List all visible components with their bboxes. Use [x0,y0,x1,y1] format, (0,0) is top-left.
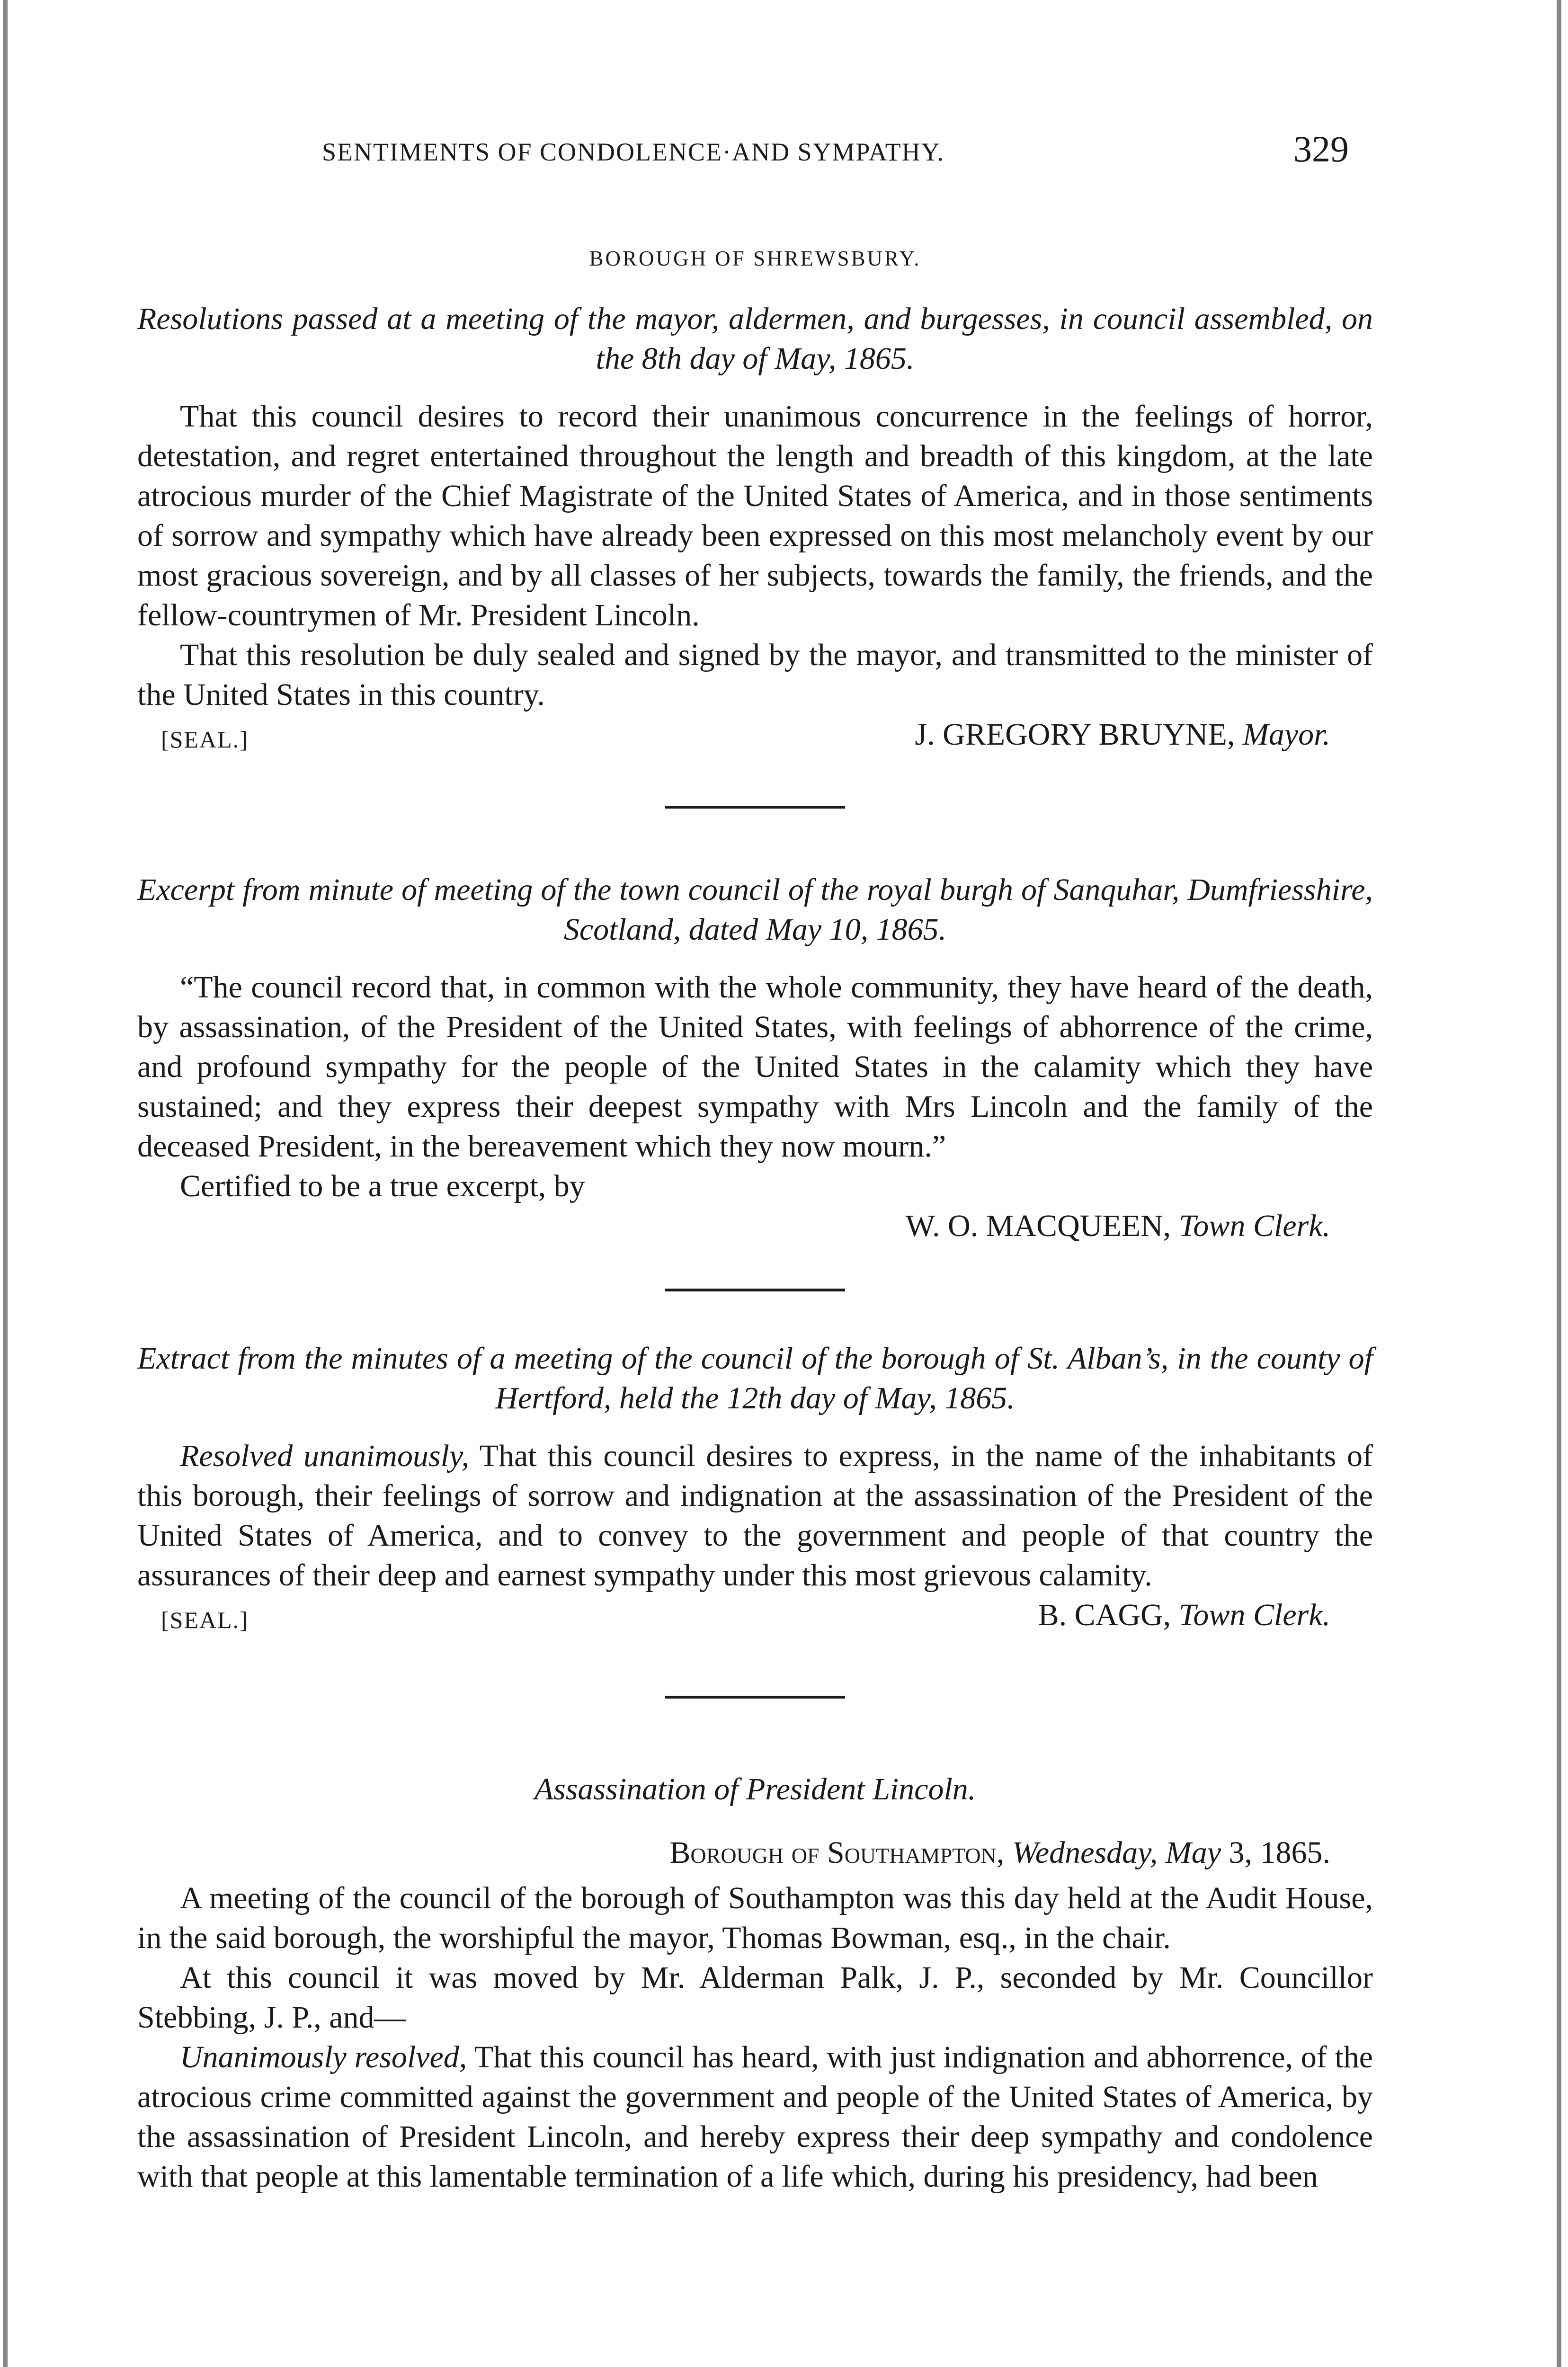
paragraph: A meeting of the council of the borough of Southampton was this day held at the Audit House, in the said borough, the worshipful the mayor, Thomas Bowman, esq., in the chair. [137,1881,1373,1955]
section-title: Resolutions passed at a meeting of the mayor, aldermen, and burgesses, in council assembled, on the 8th day of May, 1865. [137,302,1373,376]
section-southampton [137,1770,1373,2197]
signature-row [137,1595,1373,1639]
section-heading: BOROUGH OF SHREWSBURY. [589,247,921,270]
seal-mark: [SEAL.] [161,1607,249,1633]
paragraph-text: That this council desires to express, in the name of the inhabitants of this borough, their feelings of sorrow and indignation at the assassination of the President of the United States of America, and to convey to the government and people of that country the assurances of their deep and earnest sympathy under this most grievous calamity. [137,1439,1373,1593]
paragraph: That this resolution be duly sealed and signed by the mayor, and transmitted to the minister of the United States in this country. [137,638,1373,712]
paragraph: That this council desires to record their unanimous concurrence in the feelings of horror, detestation, and regret entertained throughout the length and breadth of this kingdom, at the late atrocious murder of the Chief Magistrate of the United States of America, and in those sentiments of sorrow and sympathy which have already been expressed on this most melancholy event by our most gracious sovereign, and by all classes of her subjects, towards the family, the friends, and the fellow-countrymen of Mr. President Lincoln. [137,399,1373,632]
section-sanquhar [137,870,1373,1246]
certification-line: Certified to be a true excerpt, by [180,1169,585,1203]
section-st-albans [137,1339,1373,1639]
page-edge-left [3,0,8,2367]
running-title: SENTIMENTS OF CONDOLENCE·AND SYMPATHY. [322,138,945,166]
page-number: 329 [1293,128,1349,169]
signature-title: Town Clerk. [1178,1598,1330,1632]
section-title: Assassination of President Lincoln. [534,1772,976,1806]
resolved-label: Unanimously resolved, [180,2040,467,2074]
paragraph [137,2038,1373,2197]
dateline [137,1833,1373,1873]
dateline-place: Borough of Southampton, [669,1835,1005,1870]
section-title: Extract from the minutes of a meeting of the council of the borough of St. Alban’s, in the county of Hertford, held the 12th day of May, 1865. [137,1341,1373,1415]
body-column [137,246,1373,2197]
section-shrewsbury [137,246,1373,758]
signature-name: J. GREGORY BRUYNE, [915,717,1235,752]
paragraph-text: That this council has heard, with just indignation and abhorrence, of the atrocious crime committed against the government and people of the United States of America, by the assassination of President Lincoln, and hereby express their deep sympathy and condolence with that people at this lamentable termination of a life which, during his presidency, had been [137,2040,1373,2194]
page-edge-right [1557,0,1561,2367]
paragraph: At this council it was moved by Mr. Alderman Palk, J. P., seconded by Mr. Councillor Stebbing, J. P., and— [137,1960,1373,2035]
signature-name: W. O. MACQUEEN, [905,1209,1171,1243]
signature [137,1206,1373,1246]
paragraph [137,1436,1373,1595]
paragraph: “The council record that, in common with the whole community, they have heard of the death, by assassination, of the President of the United States, with feelings of abhorrence of the crime, and profound sympathy for the people of the United States in the calamity which they have sustained; and they express their deepest sympathy with Mrs Lincoln and the family of the deceased President, in the bereavement which they now mourn.” [137,970,1373,1164]
dateline-date: 3, 1865. [1229,1835,1330,1870]
signature-row [137,715,1373,758]
seal-mark: [SEAL.] [161,726,249,753]
resolved-label: Resolved unanimously, [180,1439,470,1473]
section-title: Excerpt from minute of meeting of the town council of the royal burgh of Sanquhar, Dumfriesshire, Scotland, dated May 10, 1865. [137,872,1373,947]
signature-title: Town Clerk. [1178,1209,1330,1243]
signature-title: Mayor. [1242,717,1330,752]
dateline-day: Wednesday, May [1012,1835,1221,1870]
signature-name: B. CAGG, [1038,1598,1171,1632]
signature [915,715,1330,755]
signature [1038,1595,1330,1635]
